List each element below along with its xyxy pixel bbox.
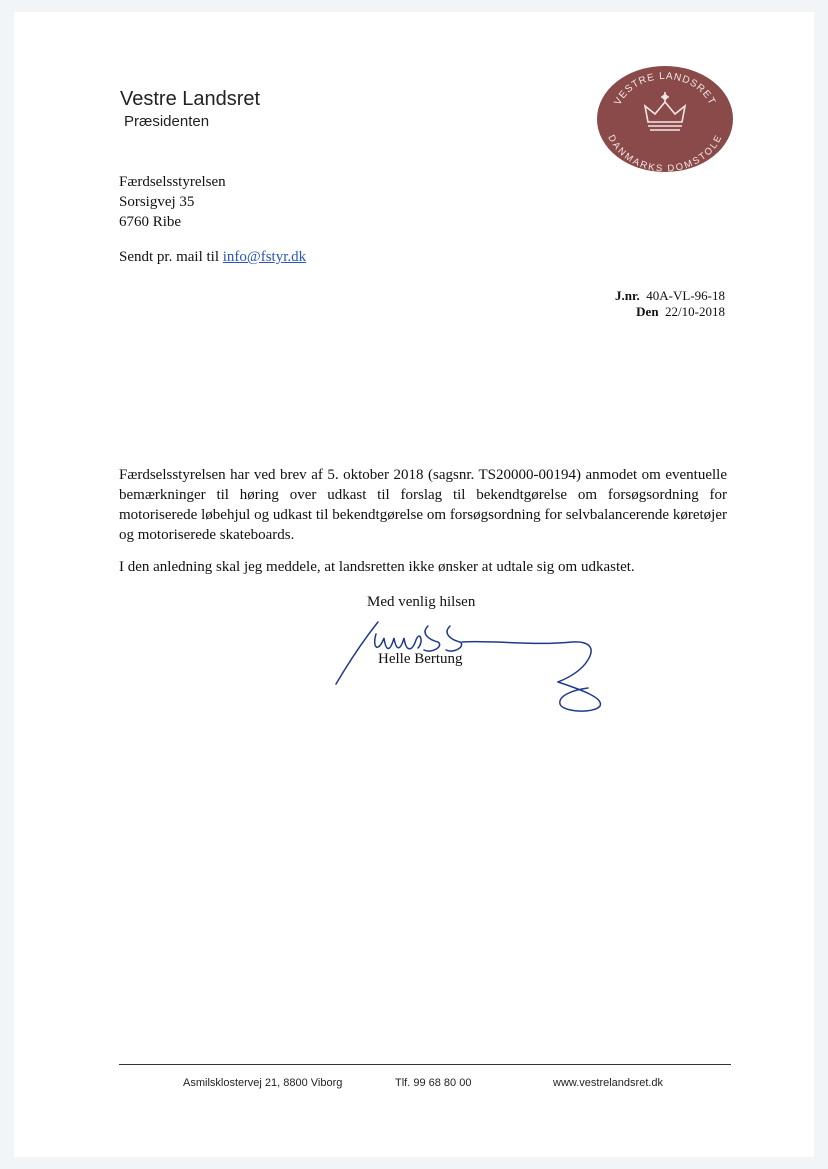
closing-greeting: Med venlig hilsen [367, 594, 476, 610]
recipient-name: Færdselsstyrelsen [119, 174, 226, 190]
sent-line [119, 249, 306, 266]
court-name: Vestre Landsret [120, 88, 261, 110]
footer-phone: Tlf. 99 68 80 00 [395, 1077, 472, 1089]
date-value: 22/10-2018 [665, 304, 725, 319]
footer-address: Asmilsklostervej 21, 8800 Viborg [183, 1077, 343, 1089]
letter-date [636, 304, 725, 320]
recipient-city: 6760 Ribe [119, 214, 182, 230]
office-title: Præsidenten [124, 113, 210, 130]
seal-bottom-text: DANMARKS DOMSTOLE [605, 133, 725, 174]
recipient-street: Sorsigvej 35 [119, 194, 195, 210]
sent-prefix: Sendt pr. mail til [119, 249, 223, 265]
jnr-value: 40A-VL-96-18 [646, 288, 725, 303]
signer-name: Helle Bertung [378, 651, 463, 667]
letter-page [14, 12, 814, 1157]
body-paragraph-1: Færdselsstyrelsen har ved brev af 5. oktober 2018 (sagsnr. TS20000-00194) anmodet om eventuelle bemærkninger til høring over udkast til forslag til bekendtgørelse om forsøgsordning for motoriserede løbehjul og udkast til bekendtgørelse om forsøgsordning for selvbalancerende køretøjer og motoriserede skateboards. [119, 467, 727, 543]
seal-top-text: VESTRE LANDSRET [612, 70, 718, 108]
journal-number [615, 288, 725, 304]
jnr-label: J.nr. [614, 288, 640, 303]
email-link[interactable]: info@fstyr.dk [222, 249, 307, 265]
footer-website[interactable]: www.vestrelandsret.dk [553, 1077, 664, 1089]
handwritten-signature [332, 612, 622, 722]
date-label: Den [636, 304, 659, 319]
court-seal-icon [595, 64, 735, 174]
footer-divider [119, 1064, 731, 1065]
body-paragraph-2: I den anledning skal jeg meddele, at landsretten ikke ønsker at udtale sig om udkastet. [119, 559, 635, 575]
